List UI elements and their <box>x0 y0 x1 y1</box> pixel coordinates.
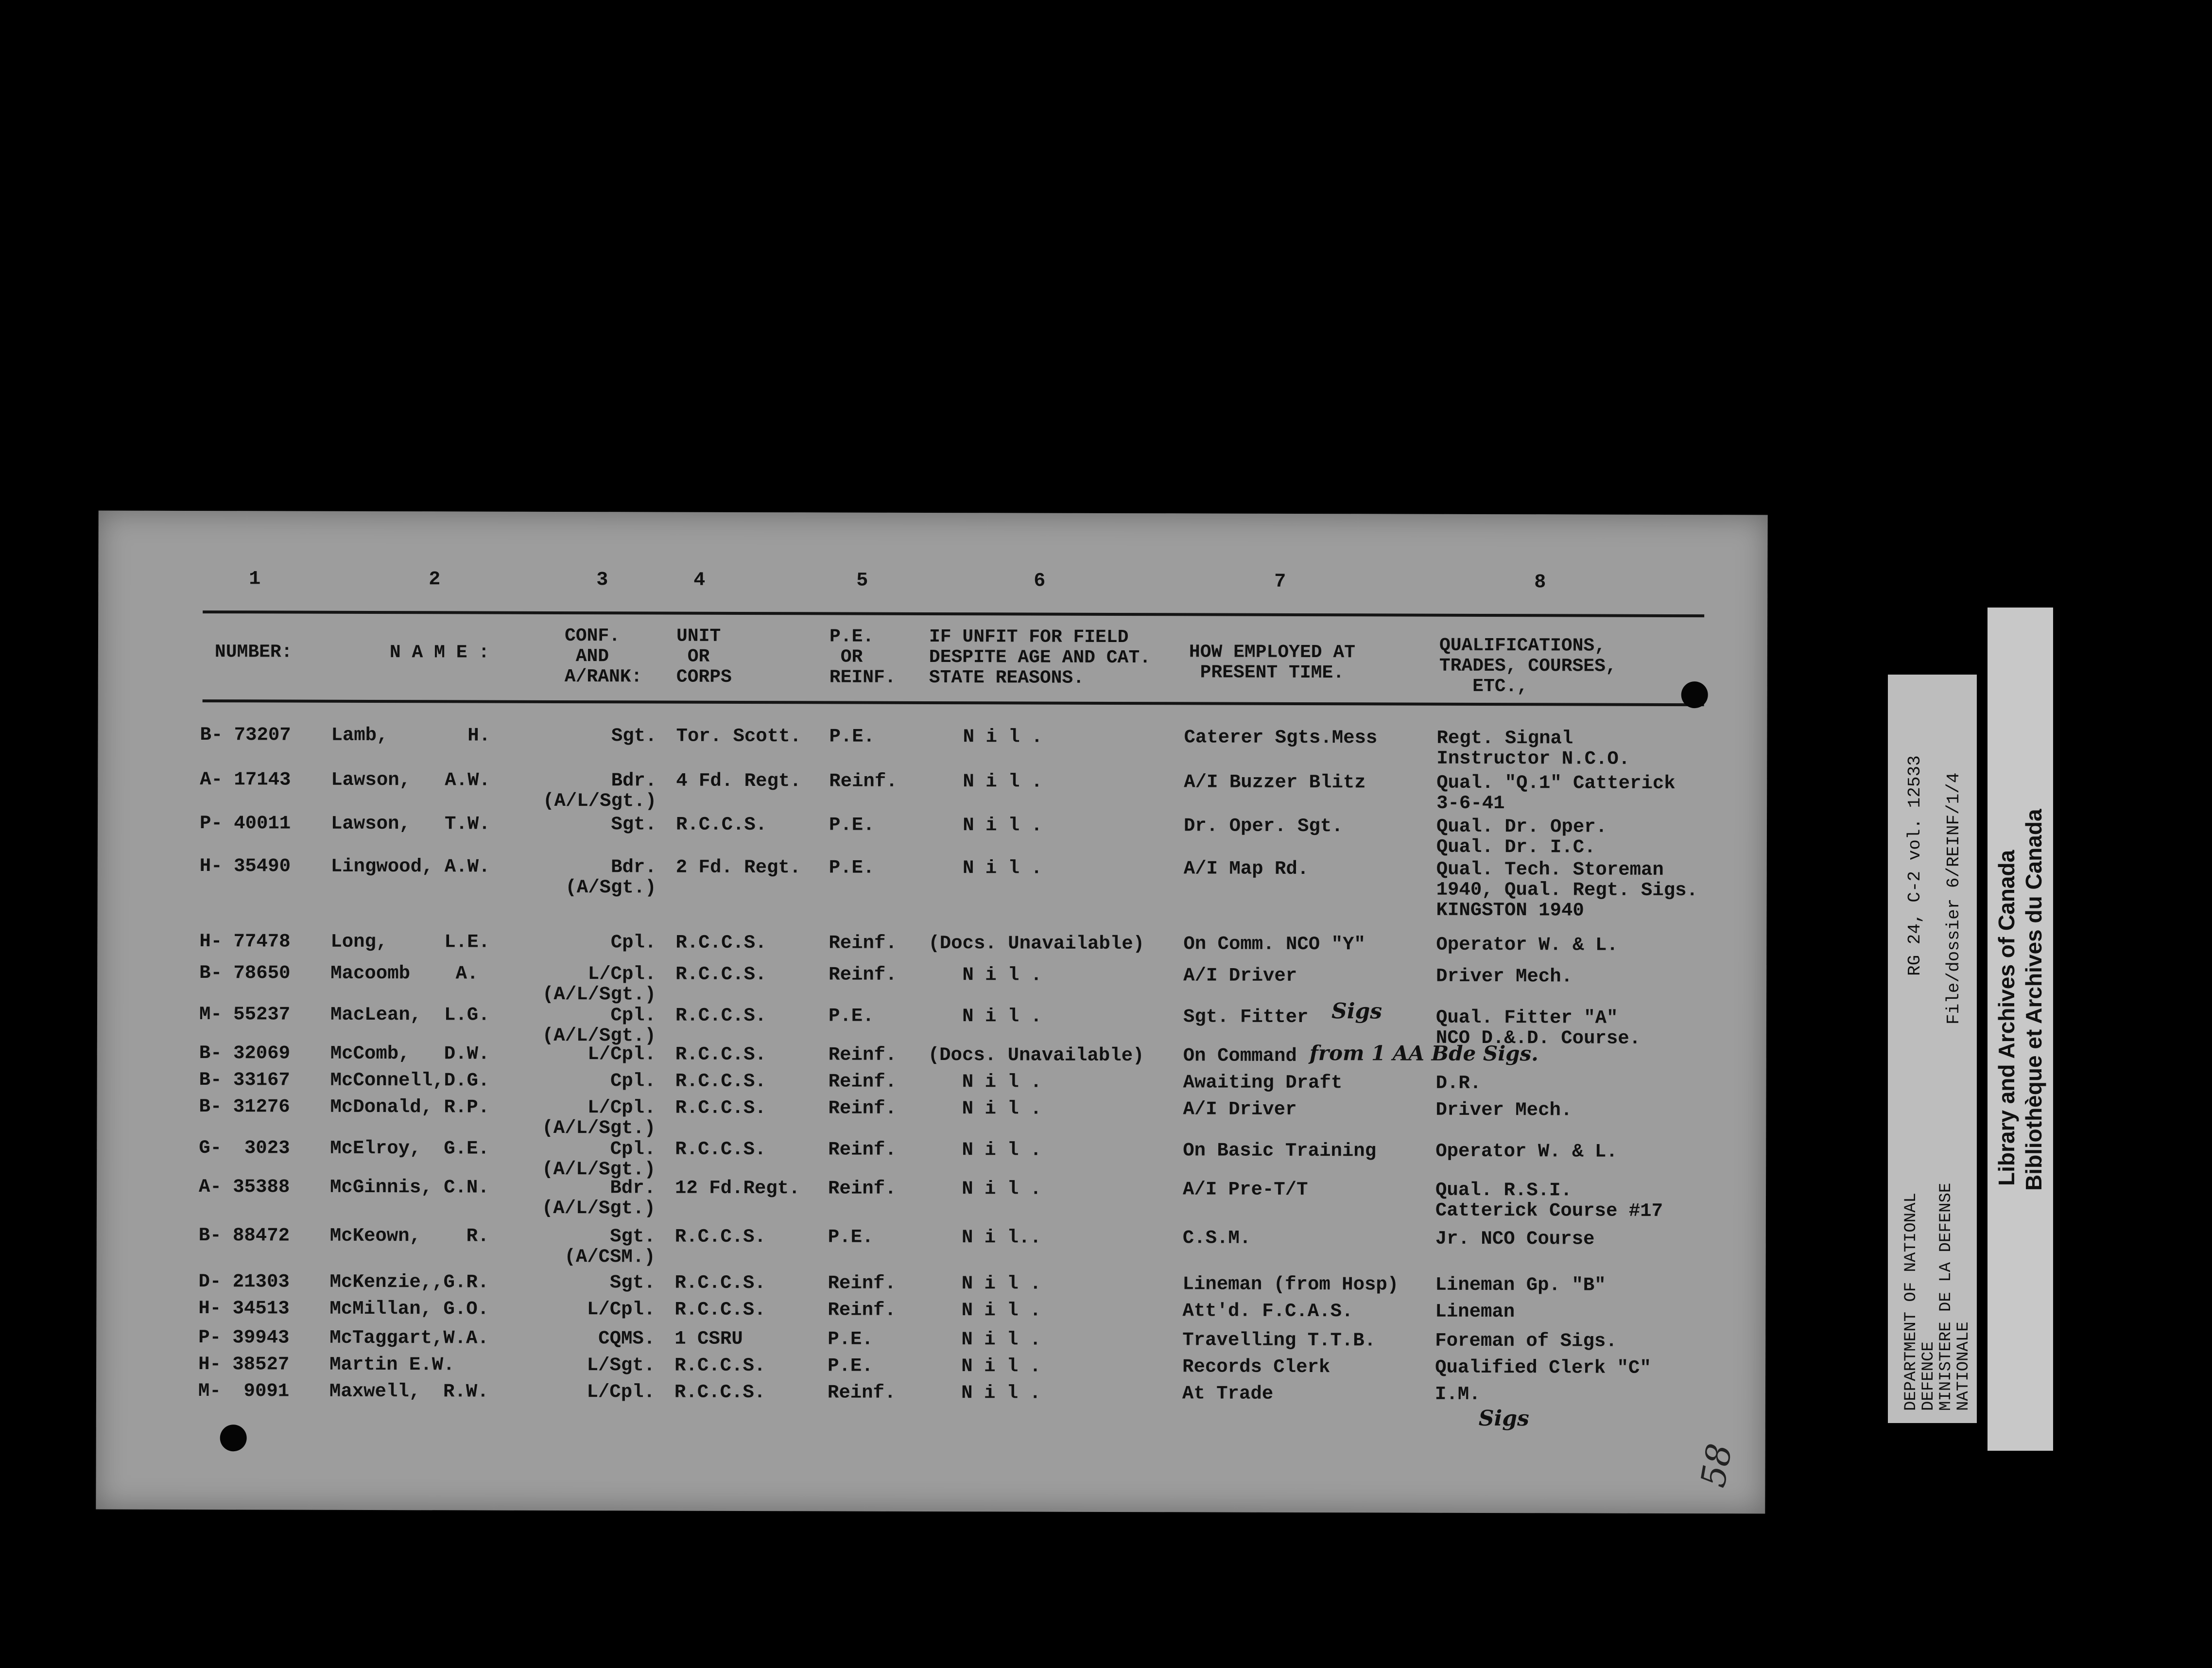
row-name: McKenzie,,G.R. <box>329 1271 489 1293</box>
row-employment: Att'd. F.C.A.S. <box>1182 1300 1353 1322</box>
row-rank: L/Cpl. <box>588 1043 656 1065</box>
row-employment: Sgt. Fitter <box>1183 1006 1309 1028</box>
row-qualifications: D.R. <box>1435 1072 1482 1094</box>
row-employment: On Comm. NCO "Y" <box>1183 933 1365 956</box>
column-number: 6 <box>1034 570 1046 592</box>
row-unfit-reason: N i l . <box>928 1139 1042 1161</box>
row-pe-reinf: Reinf. <box>829 770 898 792</box>
row-rank: L/Cpl. <box>587 1381 656 1403</box>
row-rank: Cpl. <box>610 1070 656 1092</box>
row-unfit-reason: N i l . <box>927 1328 1041 1351</box>
row-qualifications: Driver Mech. <box>1435 1099 1573 1121</box>
row-unit: R.C.C.S. <box>675 1043 767 1066</box>
row-unfit-reason: N i l . <box>927 1355 1041 1377</box>
row-number: H- 35490 <box>199 855 291 877</box>
handwritten-note: Sigs <box>1331 999 1382 1024</box>
archive-name-fr: Bibliothèque et Archives du Canada <box>2021 809 2046 1191</box>
row-number: P- 39943 <box>198 1327 290 1349</box>
row-employment: A/I Map Rd. <box>1183 858 1309 880</box>
row-unfit-reason: N i l.. <box>927 1226 1041 1249</box>
table-row <box>96 1298 1765 1323</box>
row-unit: R.C.C.S. <box>675 1005 767 1027</box>
row-pe-reinf: P.E. <box>828 1226 874 1248</box>
row-unfit-reason: (Docs. Unavailable) <box>928 932 1145 955</box>
column-number: 2 <box>429 569 441 591</box>
archive-reference-slip <box>1888 675 1977 1423</box>
row-pe-reinf: Reinf. <box>828 1299 896 1321</box>
row-name: Martin E.W. <box>329 1354 455 1376</box>
row-employment: A/I Buzzer Blitz <box>1184 771 1366 794</box>
row-qualifications: Operator W. & L. <box>1436 934 1618 956</box>
table-row <box>97 1069 1766 1094</box>
row-qualifications: Qualified Clerk "C" <box>1435 1356 1651 1379</box>
row-rank: L/Cpl. (A/L/Sgt.) <box>542 963 657 1006</box>
row-number: P- 40011 <box>199 813 291 834</box>
row-rank: L/Cpl. <box>587 1299 656 1320</box>
row-unfit-reason: N i l . <box>928 1071 1042 1093</box>
row-name: Maxwell, R.W. <box>329 1380 489 1403</box>
row-employment: C.S.M. <box>1182 1227 1251 1249</box>
header-name: N A M E : <box>389 642 490 663</box>
row-unfit-reason: N i l . <box>927 1178 1042 1200</box>
row-rank: Bdr. (A/L/Sgt.) <box>543 770 657 812</box>
row-unfit-reason: N i l . <box>927 1299 1041 1321</box>
file-label: File/dossier 6/REINF/1/4 <box>1944 772 1964 1025</box>
row-number: H- 34513 <box>198 1298 290 1320</box>
row-unfit-reason: N i l . <box>928 1005 1042 1027</box>
row-rank: Sgt. (A/CSM.) <box>564 1226 656 1268</box>
row-unit: 1 CSRU <box>674 1328 743 1350</box>
row-unit: Tor. Scott. <box>676 725 801 747</box>
header-employed: HOW EMPLOYED AT PRESENT TIME. <box>1189 642 1356 684</box>
row-employment: On Basic Training <box>1183 1140 1377 1162</box>
punch-hole <box>1681 681 1708 708</box>
row-number: M- 9091 <box>198 1380 290 1402</box>
header-number: NUMBER: <box>214 642 293 663</box>
row-unit: 4 Fd. Regt. <box>676 770 801 792</box>
row-qualifications: Regt. Signal Instructor N.C.O. <box>1436 727 1630 770</box>
row-pe-reinf: Reinf. <box>828 1097 897 1119</box>
row-pe-reinf: Reinf. <box>827 1382 896 1404</box>
column-number: 7 <box>1274 571 1286 593</box>
row-name: Lamb, H. <box>331 724 491 747</box>
row-number: H- 38527 <box>198 1354 290 1375</box>
row-number: H- 77478 <box>199 931 291 953</box>
document-sheet <box>96 511 1767 1514</box>
table-row <box>98 724 1767 770</box>
row-employment: Caterer Sgts.Mess <box>1184 727 1378 749</box>
row-qualifications: Driver Mech. <box>1436 965 1573 988</box>
row-unit: R.C.C.S. <box>674 1299 766 1321</box>
row-pe-reinf: P.E. <box>828 1005 874 1027</box>
column-number: 3 <box>596 569 608 591</box>
row-unfit-reason: N i l . <box>928 964 1042 986</box>
row-pe-reinf: Reinf. <box>828 1044 897 1066</box>
table-row <box>97 962 1766 1006</box>
row-name: McConnell,D.G. <box>330 1069 490 1092</box>
row-pe-reinf: Reinf. <box>828 1178 897 1199</box>
table-row <box>97 1225 1766 1268</box>
row-qualifications: Operator W. & L. <box>1435 1140 1618 1163</box>
table-row <box>97 1176 1766 1222</box>
table-row <box>96 1327 1765 1352</box>
row-rank: CQMS. <box>598 1328 656 1350</box>
row-name: McGinnis, C.N. <box>329 1176 489 1199</box>
column-number: 8 <box>1534 572 1546 594</box>
row-employment: Dr. Oper. Sgt. <box>1183 815 1343 837</box>
row-rank: Cpl. (A/L/Sgt.) <box>542 1138 656 1181</box>
punch-hole <box>220 1425 247 1451</box>
row-unit: R.C.C.S. <box>675 963 767 986</box>
column-number: 4 <box>693 569 706 591</box>
row-unit: R.C.C.S. <box>675 932 767 954</box>
row-qualifications: Foreman of Sigs. <box>1435 1330 1617 1352</box>
row-employment: A/I Driver <box>1183 965 1297 987</box>
row-number: B- 88472 <box>198 1225 290 1247</box>
row-rank: Bdr. (A/Sgt.) <box>565 856 657 899</box>
row-unfit-reason: N i l . <box>929 770 1043 793</box>
row-employment: Records Clerk <box>1182 1356 1331 1378</box>
row-pe-reinf: Reinf. <box>828 1272 897 1294</box>
row-number: M- 55237 <box>199 1004 291 1025</box>
row-rank: Sgt. <box>609 1272 656 1294</box>
row-rank: L/Cpl. (A/L/Sgt.) <box>542 1097 656 1139</box>
row-rank: Bdr. (A/L/Sgt.) <box>541 1177 656 1219</box>
row-number: B- 73207 <box>200 724 291 746</box>
table-row <box>97 1137 1766 1181</box>
row-unfit-reason: (Docs. Unavailable) <box>928 1044 1144 1067</box>
row-pe-reinf: P.E. <box>828 1355 873 1377</box>
row-employment: At Trade <box>1182 1383 1274 1405</box>
archive-label-slip <box>1987 608 2053 1451</box>
row-qualifications: Lineman Gp. "B" <box>1435 1274 1606 1296</box>
row-number: G- 3023 <box>199 1137 290 1159</box>
row-number: A- 17143 <box>200 769 291 791</box>
row-pe-reinf: P.E. <box>829 726 875 747</box>
row-qualifications: Qual. Dr. Oper. Qual. Dr. I.C. <box>1436 816 1607 858</box>
archive-name-en: Library and Archives of Canada <box>1994 850 2019 1186</box>
row-unit: 12 Fd.Regt. <box>674 1177 800 1199</box>
row-name: Long, L.E. <box>330 931 490 953</box>
row-rank: Sgt. <box>611 725 657 747</box>
handwritten-note: from 1 AA Bde Sigs. <box>1309 1041 1538 1066</box>
row-unfit-reason: N i l . <box>927 1272 1041 1295</box>
row-name: McComb, D.W. <box>330 1042 490 1065</box>
table-row <box>97 1271 1766 1296</box>
row-qualifications: Qual. "Q.1" Catterick 3-6-41 <box>1436 772 1676 815</box>
column-number-row <box>98 568 1767 602</box>
header-top-rule <box>203 610 1704 617</box>
row-pe-reinf: Reinf. <box>829 932 897 954</box>
row-rank: L/Sgt. <box>587 1355 656 1376</box>
page-number: 58 <box>1693 1441 1740 1491</box>
row-qualifications: Lineman <box>1435 1301 1515 1323</box>
row-rank: Cpl. <box>610 932 657 954</box>
row-unit: 2 Fd. Regt. <box>675 856 801 879</box>
row-pe-reinf: Reinf. <box>829 964 897 986</box>
row-employment: Awaiting Draft <box>1183 1072 1343 1094</box>
row-name: McElroy, G.E. <box>330 1137 489 1160</box>
row-name: McDonald, R.P. <box>330 1096 490 1118</box>
row-number: B- 31276 <box>199 1096 290 1118</box>
row-name: Lawson, A.W. <box>331 769 490 791</box>
row-name: McTaggart,W.A. <box>329 1327 489 1349</box>
header-rank: CONF. AND A/RANK: <box>564 626 642 688</box>
header-unfit: IF UNFIT FOR FIELD DESPITE AGE AND CAT. STATE REASONS. <box>929 626 1151 689</box>
row-number: D- 21303 <box>198 1271 290 1293</box>
row-employment: A/I Pre-T/T <box>1182 1179 1308 1201</box>
row-rank: Sgt. <box>611 814 657 835</box>
row-employment: Lineman (from Hosp) <box>1182 1273 1399 1296</box>
row-pe-reinf: P.E. <box>828 1328 873 1350</box>
row-unit: R.C.C.S. <box>675 1138 766 1161</box>
row-unfit-reason: N i l . <box>928 1097 1042 1120</box>
reference-label: RG 24, C-2 vol. 12533 <box>1905 755 1925 976</box>
row-name: McKeown, R. <box>329 1225 489 1247</box>
row-name: MacLean, L.G. <box>330 1004 490 1026</box>
column-number: 5 <box>856 570 868 592</box>
row-unfit-reason: N i l . <box>928 814 1043 836</box>
row-qualifications: I.M. <box>1434 1383 1481 1405</box>
table-row <box>97 931 1766 956</box>
row-number: B- 78650 <box>199 962 291 984</box>
row-unit: R.C.C.S. <box>675 1097 766 1119</box>
row-unit: R.C.C.S. <box>674 1355 766 1377</box>
row-unfit-reason: N i l . <box>928 857 1042 879</box>
row-pe-reinf: Reinf. <box>828 1071 897 1093</box>
row-number: B- 32069 <box>199 1042 291 1064</box>
row-qualifications: Qual. Tech. Storeman 1940, Qual. Regt. Sigs. KINGSTON 1940 <box>1436 858 1698 921</box>
row-employment: A/I Driver <box>1183 1098 1297 1120</box>
row-qualifications: Qual. R.S.I. Catterick Course #17 <box>1435 1179 1663 1222</box>
row-number: B- 33167 <box>199 1069 290 1091</box>
handwritten-note: Sigs <box>1478 1406 1529 1431</box>
column-number: 1 <box>249 568 261 591</box>
table-row <box>96 1380 1765 1405</box>
row-unfit-reason: N i l . <box>927 1382 1041 1404</box>
row-name: Lawson, T.W. <box>330 813 490 835</box>
row-pe-reinf: P.E. <box>829 814 875 836</box>
table-row <box>98 769 1767 815</box>
row-unit: R.C.C.S. <box>674 1272 766 1294</box>
header-unit: UNIT OR CORPS <box>676 626 732 688</box>
row-pe-reinf: P.E. <box>829 857 875 879</box>
row-employment: On Command <box>1183 1045 1297 1067</box>
row-unit: R.C.C.S. <box>675 1070 766 1093</box>
header-qualifications: QUALIFICATIONS, TRADES, COURSES, ETC., <box>1439 635 1617 697</box>
table-row <box>97 1096 1766 1139</box>
row-qualifications: Jr. NCO Course <box>1435 1228 1595 1250</box>
row-name: McMillan, G.O. <box>329 1298 489 1320</box>
row-number: A- 35388 <box>198 1176 290 1198</box>
header-pe: P.E. OR REINF. <box>829 626 896 688</box>
row-unfit-reason: N i l . <box>929 726 1043 748</box>
header-bottom-rule <box>203 699 1704 706</box>
row-qualifications: Qual. Fitter "A" NCO D.&.D. Course. <box>1435 1007 1641 1049</box>
row-employment: Travelling T.T.B. <box>1182 1329 1376 1352</box>
row-name: Macoomb A. <box>330 962 479 985</box>
row-unit: R.C.C.S. <box>674 1381 766 1404</box>
row-rank: Cpl. (A/L/Sgt.) <box>542 1005 657 1047</box>
department-label: DEPARTMENT OF NATIONAL DEFENCE MINISTERE DE LA DEFENSE NATIONALE <box>1902 1182 1973 1411</box>
row-unit: R.C.C.S. <box>675 814 767 836</box>
row-pe-reinf: Reinf. <box>828 1139 897 1161</box>
table-row <box>96 1354 1765 1379</box>
row-name: Lingwood, A.W. <box>330 855 490 878</box>
row-unit: R.C.C.S. <box>674 1226 766 1248</box>
